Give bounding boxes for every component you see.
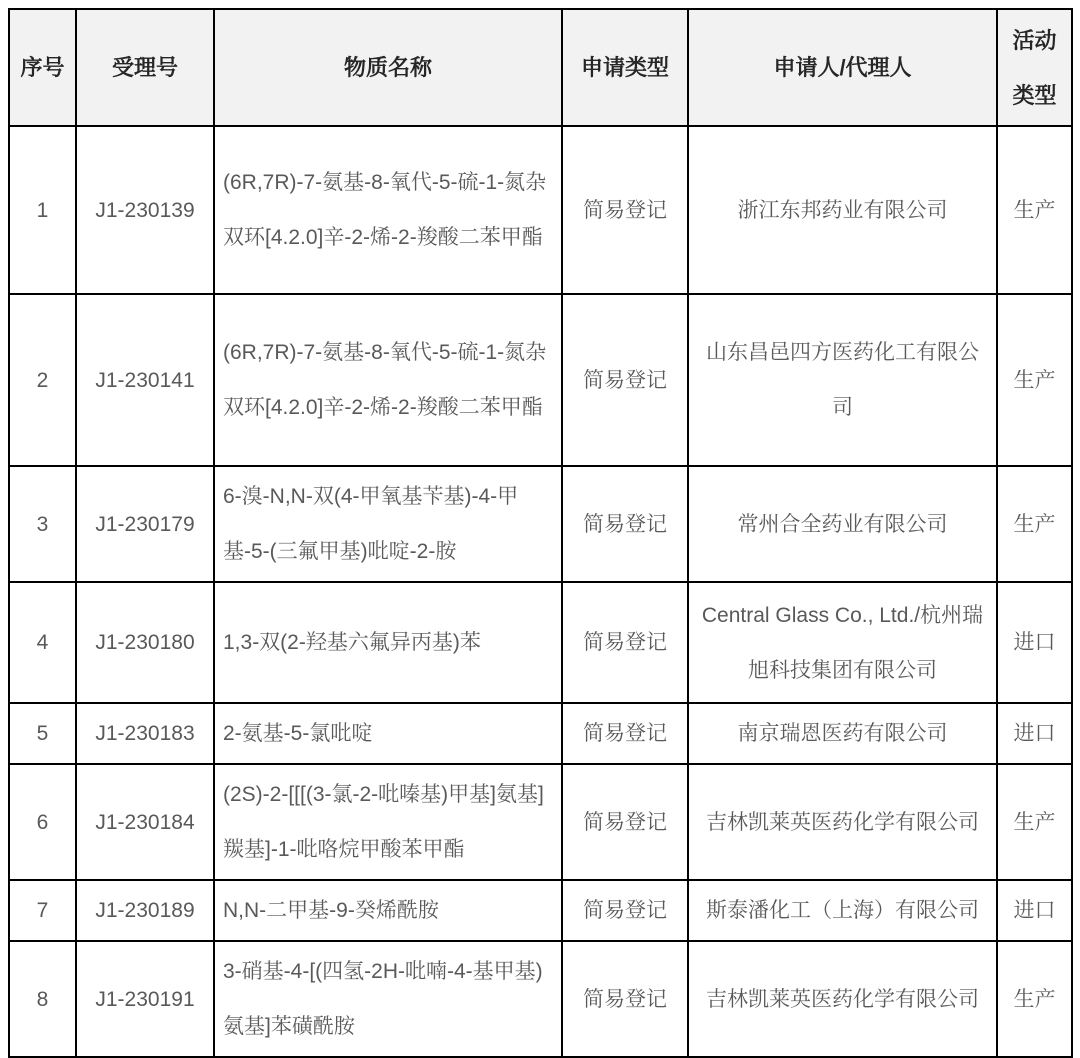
table-row (9, 703, 1072, 764)
cell-no: 7 (9, 880, 76, 941)
cell-application-type: 简易登记 (562, 582, 688, 703)
registration-table (8, 8, 1073, 1058)
cell-activity-type: 生产 (997, 294, 1072, 466)
cell-substance-name: 1,3-双(2-羟基六氟异丙基)苯 (214, 582, 562, 703)
cell-applicant: 山东昌邑四方医药化工有限公司 (688, 294, 997, 466)
cell-activity-type: 生产 (997, 941, 1072, 1057)
cell-substance-name: (2S)-2-[[[(3-氯-2-吡嗪基)甲基]氨基]羰基]-1-吡咯烷甲酸苯甲酯 (214, 764, 562, 880)
cell-application-type: 简易登记 (562, 703, 688, 764)
cell-activity-type: 生产 (997, 764, 1072, 880)
cell-acceptance-no: J1-230139 (76, 126, 214, 294)
cell-no: 6 (9, 764, 76, 880)
cell-applicant: 南京瑞恩医药有限公司 (688, 703, 997, 764)
cell-no: 8 (9, 941, 76, 1057)
table-row (9, 294, 1072, 466)
table-row (9, 880, 1072, 941)
column-header-application-type: 申请类型 (562, 9, 688, 126)
table-row (9, 466, 1072, 582)
table-row (9, 126, 1072, 294)
table-row (9, 941, 1072, 1057)
cell-acceptance-no: J1-230191 (76, 941, 214, 1057)
cell-application-type: 简易登记 (562, 880, 688, 941)
column-header-acceptance-no: 受理号 (76, 9, 214, 126)
cell-substance-name: (6R,7R)-7-氨基-8-氧代-5-硫-1-氮杂双环[4.2.0]辛-2-烯-2-羧酸二苯甲酯 (214, 294, 562, 466)
cell-acceptance-no: J1-230180 (76, 582, 214, 703)
cell-application-type: 简易登记 (562, 126, 688, 294)
cell-acceptance-no: J1-230184 (76, 764, 214, 880)
cell-acceptance-no: J1-230141 (76, 294, 214, 466)
cell-acceptance-no: J1-230179 (76, 466, 214, 582)
cell-acceptance-no: J1-230189 (76, 880, 214, 941)
cell-no: 1 (9, 126, 76, 294)
cell-application-type: 简易登记 (562, 294, 688, 466)
cell-substance-name: 3-硝基-4-[(四氢-2H-吡喃-4-基甲基)氨基]苯磺酰胺 (214, 941, 562, 1057)
column-header-no: 序号 (9, 9, 76, 126)
cell-activity-type: 生产 (997, 126, 1072, 294)
cell-acceptance-no: J1-230183 (76, 703, 214, 764)
table-row (9, 582, 1072, 703)
column-header-applicant: 申请人/代理人 (688, 9, 997, 126)
cell-applicant: 斯泰潘化工（上海）有限公司 (688, 880, 997, 941)
cell-substance-name: 6-溴-N,N-双(4-甲氧基苄基)-4-甲基-5-(三氟甲基)吡啶-2-胺 (214, 466, 562, 582)
cell-applicant: 吉林凯莱英医药化学有限公司 (688, 941, 997, 1057)
cell-activity-type: 进口 (997, 582, 1072, 703)
cell-application-type: 简易登记 (562, 764, 688, 880)
table-row (9, 764, 1072, 880)
cell-activity-type: 进口 (997, 703, 1072, 764)
column-header-activity-type: 活动类型 (997, 9, 1072, 126)
cell-no: 3 (9, 466, 76, 582)
cell-applicant: 吉林凯莱英医药化学有限公司 (688, 764, 997, 880)
table-header-row (9, 9, 1072, 126)
cell-substance-name: (6R,7R)-7-氨基-8-氧代-5-硫-1-氮杂双环[4.2.0]辛-2-烯-2-羧酸二苯甲酯 (214, 126, 562, 294)
cell-no: 4 (9, 582, 76, 703)
cell-applicant: Central Glass Co., Ltd./杭州瑞旭科技集团有限公司 (688, 582, 997, 703)
cell-application-type: 简易登记 (562, 466, 688, 582)
cell-activity-type: 进口 (997, 880, 1072, 941)
cell-application-type: 简易登记 (562, 941, 688, 1057)
cell-substance-name: 2-氨基-5-氯吡啶 (214, 703, 562, 764)
cell-substance-name: N,N-二甲基-9-癸烯酰胺 (214, 880, 562, 941)
cell-applicant: 浙江东邦药业有限公司 (688, 126, 997, 294)
cell-applicant: 常州合全药业有限公司 (688, 466, 997, 582)
cell-no: 2 (9, 294, 76, 466)
cell-no: 5 (9, 703, 76, 764)
cell-activity-type: 生产 (997, 466, 1072, 582)
column-header-substance-name: 物质名称 (214, 9, 562, 126)
